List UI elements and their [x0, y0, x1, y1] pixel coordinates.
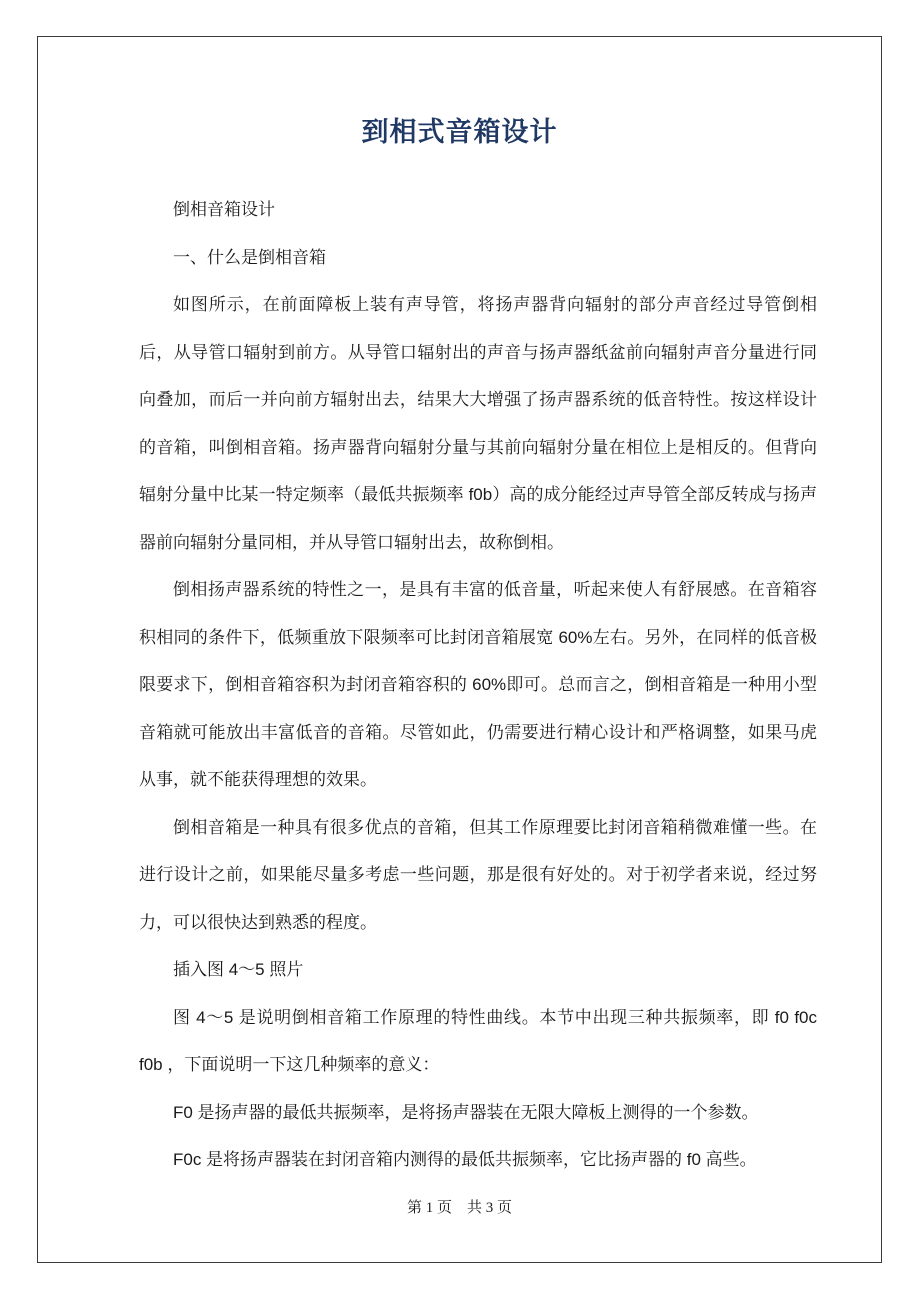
document-body: [139, 186, 817, 1184]
paragraph-section-heading: 一、什么是倒相音箱: [173, 247, 326, 267]
paragraph-f0c-definition: F0c 是将扬声器装在封闭音箱内测得的最低共振频率，它比扬声器的 f0 高些。: [173, 1150, 757, 1169]
paragraph-f0-definition: F0 是扬声器的最低共振频率，是将扬声器装在无限大障板上测得的一个参数。: [173, 1102, 759, 1122]
paragraph-body-1: 如图所示，在前面障板上装有声导管，将扬声器背向辐射的部分声音经过导管倒相后，从导管口辐射到前方。从导管口辐射出的声音与扬声器纸盆前向辐射声音分量进行同向叠加，而后一并向前方辐射出去，结果大大增强了扬声器系统的低音特性。按这样设计的音箱，叫倒相音箱。扬声器背向辐射分量与其前向辐射分量在相位上是相反的。但背向辐射分量中比某一特定频率（最低共振频率 f0b）高的成分能经过声导管全部反转成与扬声器前向辐射分量同相，并从导管口辐射出去，故称倒相。: [139, 295, 817, 552]
paragraph-figure-placeholder: 插入图 4～5 照片: [173, 960, 304, 979]
document-title: 到相式音箱设计: [361, 117, 558, 147]
paragraph-body-3: 倒相音箱是一种具有很多优点的音箱，但其工作原理要比封闭音箱稍微难懂一些。在进行设计之前，如果能尽量多考虑一些问题，那是很有好处的。对于初学者来说，经过努力，可以很快达到熟悉的程度。: [139, 817, 817, 932]
paragraph-body-2: 倒相扬声器系统的特性之一，是具有丰富的低音量，听起来使人有舒展感。在音箱容积相同的条件下，低频重放下限频率可比封闭音箱展宽 60%左右。另外，在同样的低音极限要求下，倒相音箱容积为封闭音箱容积的 60%即可。总而言之，倒相音箱是一种用小型音箱就可能放出丰富低音的音箱。尽管如此，仍需要进行精心设计和严格调整，如果马虎从事，就不能获得理想的效果。: [139, 580, 817, 789]
page-number-footer: 第 1 页 共 3 页: [406, 1200, 512, 1216]
paragraph-figure-description: 图 4～5 是说明倒相音箱工作原理的特性曲线。本节中出现三种共振频率，即 f0 f0c f0b ，下面说明一下这几种频率的意义：: [139, 1007, 817, 1074]
paragraph-subtitle: 倒相音箱设计: [173, 200, 275, 219]
